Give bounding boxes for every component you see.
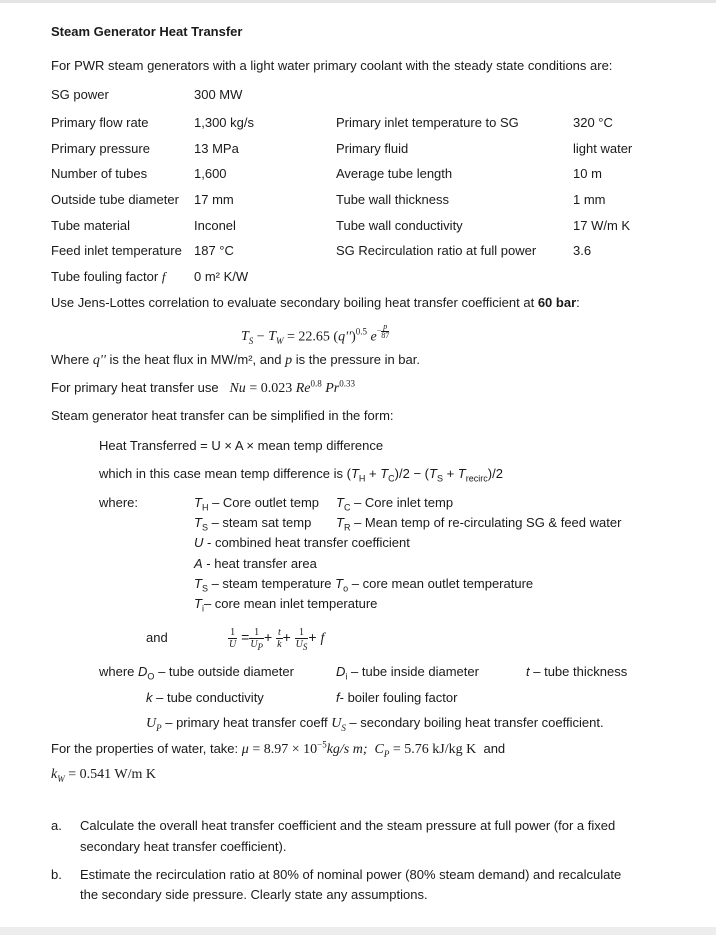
def-t: t – tube thickness (526, 664, 628, 679)
question-b-line2: the secondary side pressure. Clearly state any assumptions. (80, 887, 428, 902)
def-k: k – tube conductivity (146, 690, 264, 705)
def-th: $T_H$ – Core outlet temp (194, 495, 320, 513)
def-tc: $T_C$ – Core inlet temp (336, 495, 454, 513)
param-label: Tube wall conductivity (336, 218, 463, 233)
and-label: and (146, 630, 168, 645)
param-value: light water (573, 141, 633, 156)
param-label: Number of tubes (51, 166, 148, 181)
question-a-line2: secondary heat transfer coefficient). (80, 839, 287, 854)
param-label: SG power (51, 87, 109, 102)
jens-lottes-text: Use Jens-Lottes correlation to evaluate secondary boiling heat transfer coefficient at 60 bar: (51, 295, 580, 310)
param-label: Tube wall thickness (336, 192, 449, 207)
param-value: 17 W/m K (573, 218, 631, 233)
jens-lottes-equation: $T_S - T_W = 22.65$ $(q'')^{0.5}$ e− $\frac{p}{87}$ (241, 322, 390, 347)
param-value: 1,300 kg/s (194, 115, 254, 130)
def-di: $D_i$ – tube inside diameter (336, 664, 479, 682)
def-tr: $T_R$ – Mean temp of re-circulating SG & feed water (336, 515, 622, 533)
def-ts: $T_S$ – steam sat temp (194, 515, 312, 533)
param-value: 0 m² K/W (194, 269, 249, 284)
heat-flux-note: Where q'' is the heat flux in MW/m², and p is the pressure in bar. (51, 352, 420, 368)
def-u: U - combined heat transfer coefficient (194, 535, 410, 550)
primary-ht-correlation: For primary heat transfer use Nu = 0.023 $Re^{0.8}$ $Pr^{0.33}$ (51, 378, 355, 396)
top-border (0, 0, 716, 3)
param-label: SG Recirculation ratio at full power (336, 243, 537, 258)
question-b-letter: b. (51, 867, 62, 882)
param-value: 3.6 (573, 243, 592, 258)
mean-temp-difference: which in this case mean temp difference is $(T_H + T_C)/2 - (T_S + T_{recirc})/2$ (99, 466, 503, 484)
where-label: where: (99, 495, 139, 510)
param-value: 17 mm (194, 192, 234, 207)
page-title: Steam Generator Heat Transfer (51, 24, 243, 39)
intro-text: For PWR steam generators with a light water primary coolant with the steady state conditions are: (51, 58, 613, 73)
question-b-line1: Estimate the recirculation ratio at 80% of nominal power (80% steam demand) and recalculate (80, 867, 622, 882)
simplified-text: Steam generator heat transfer can be simplified in the form: (51, 408, 394, 423)
param-label: Primary pressure (51, 141, 150, 156)
param-value: 1,600 (194, 166, 227, 181)
param-value: 320 °C (573, 115, 613, 130)
param-value: 13 MPa (194, 141, 239, 156)
heat-transferred-formula: Heat Transferred = U × A × mean temp difference (99, 438, 384, 453)
kw-property: $k_W = 0.541$ W/m K (51, 767, 156, 784)
def-f: f- boiler fouling factor (336, 690, 458, 705)
question-a-letter: a. (51, 818, 62, 833)
param-label: Primary flow rate (51, 115, 149, 130)
param-value: 1 mm (573, 192, 606, 207)
param-value: 187 °C (194, 243, 234, 258)
water-properties: For the properties of water, take: $\mu = 8.97 \times 10^{-5}kg/s$ m; $C_P = 5.76$ kJ/kg K and (51, 739, 506, 759)
question-a-line1: Calculate the overall heat transfer coefficient and the steam pressure at full power (for a fixed (80, 818, 616, 833)
param-label: Tube material (51, 218, 130, 233)
def-ts-to: $T_S$ – steam temperature $T_o$ – core mean outlet temperature (194, 576, 534, 594)
def-do: where $D_O$ – tube outside diameter (99, 664, 294, 682)
param-value: 10 m (573, 166, 602, 181)
def-ti: $T_i-$ core mean inlet temperature (194, 596, 378, 614)
param-label: Average tube length (336, 166, 453, 181)
param-label: Tube fouling factor f (51, 269, 166, 284)
param-label: Primary fluid (336, 141, 409, 156)
param-value: 300 MW (194, 87, 243, 102)
param-value: Inconel (194, 218, 236, 233)
param-label: Primary inlet temperature to SG (336, 115, 519, 130)
def-up-us: $U_P$ – primary heat transfer coeff $U_S$ – secondary boiling heat transfer coefficient. (146, 715, 604, 733)
param-label: Outside tube diameter (51, 192, 179, 207)
u-formula: $\frac{1}{U}$ = $\frac{1}{U_P}$ + $\frac{t}{k}$ + $\frac{1}{U_S}$ + f (229, 626, 325, 652)
bottom-border (0, 927, 716, 935)
param-label: Feed inlet temperature (51, 243, 182, 258)
def-a: A - heat transfer area (194, 556, 317, 571)
